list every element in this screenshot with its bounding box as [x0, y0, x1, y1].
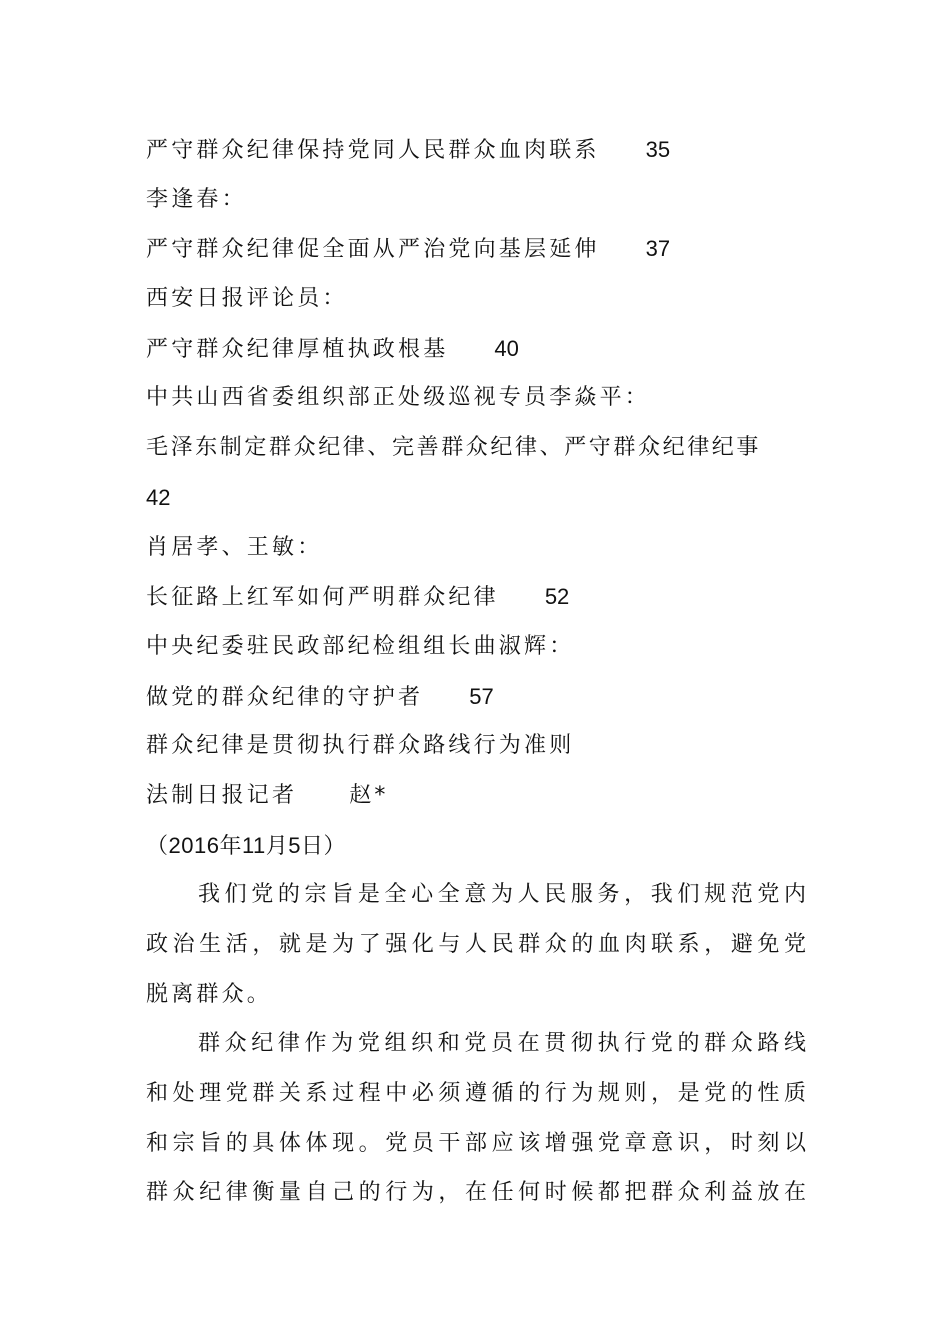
paragraph-line: 和处理党群关系过程中必须遵循的行为规则，是党的性质 — [146, 1081, 806, 1107]
paragraph-line: 和宗旨的具体体现。党员干部应该增强党章意识，时刻以 — [146, 1130, 806, 1156]
toc-author: 中共山西省委组织部正处级巡视专员李焱平： — [146, 385, 651, 411]
toc-entry — [146, 572, 806, 622]
toc-page-number: 37 — [645, 236, 671, 262]
toc-author: 中央纪委驻民政部纪检组组长曲淑辉： — [146, 633, 575, 659]
paragraph-line: 脱离群众。 — [146, 981, 273, 1007]
toc-page-number: 42 — [146, 484, 171, 510]
article-date: （2016年11月5日） — [146, 832, 347, 858]
toc-page-number: 52 — [544, 584, 570, 610]
paragraph-line: 我们党的宗旨是全心全意为人民服务，我们规范党内 — [198, 882, 806, 908]
toc-entry — [146, 672, 806, 722]
toc-author: 肖居孝、王敏： — [146, 534, 323, 560]
toc-title: 做党的群众纪律的守护者 — [146, 684, 424, 710]
paragraph-line: 群众纪律作为党组织和党员在贯彻执行党的群众路线 — [198, 1031, 806, 1057]
document-page — [146, 125, 806, 1218]
toc-title: 严守群众纪律促全面从严治党向基层延伸 — [146, 237, 600, 263]
toc-entry — [146, 125, 806, 175]
byline — [146, 771, 806, 821]
toc-entry — [146, 224, 806, 274]
paragraph-line: 群众纪律衡量自己的行为，在任何时候都把群众利益放在 — [146, 1180, 806, 1206]
article-title: 群众纪律是贯彻执行群众路线行为准则 — [146, 733, 575, 759]
byline-name: 赵* — [349, 782, 389, 808]
toc-entry — [146, 324, 806, 374]
toc-title: 毛泽东制定群众纪律、完善群众纪律、严守群众纪律纪事 — [146, 435, 762, 461]
toc-page-number: 40 — [494, 335, 519, 361]
paragraph-line: 政治生活，就是为了强化与人民群众的血肉联系，避免党 — [146, 932, 806, 957]
toc-author: 李逢春： — [146, 186, 247, 212]
toc-title: 严守群众纪律厚植执政根基 — [146, 336, 449, 362]
toc-title: 长征路上红军如何严明群众纪律 — [146, 585, 499, 611]
paragraph — [146, 1019, 806, 1218]
paragraph — [146, 870, 806, 1019]
toc-author: 西安日报评论员： — [146, 286, 348, 312]
toc-title: 严守群众纪律保持党同人民群众血肉联系 — [146, 138, 600, 163]
byline-label: 法制日报记者 — [146, 782, 298, 808]
toc-page-number: 57 — [469, 683, 494, 709]
toc-page-number: 35 — [645, 137, 671, 162]
